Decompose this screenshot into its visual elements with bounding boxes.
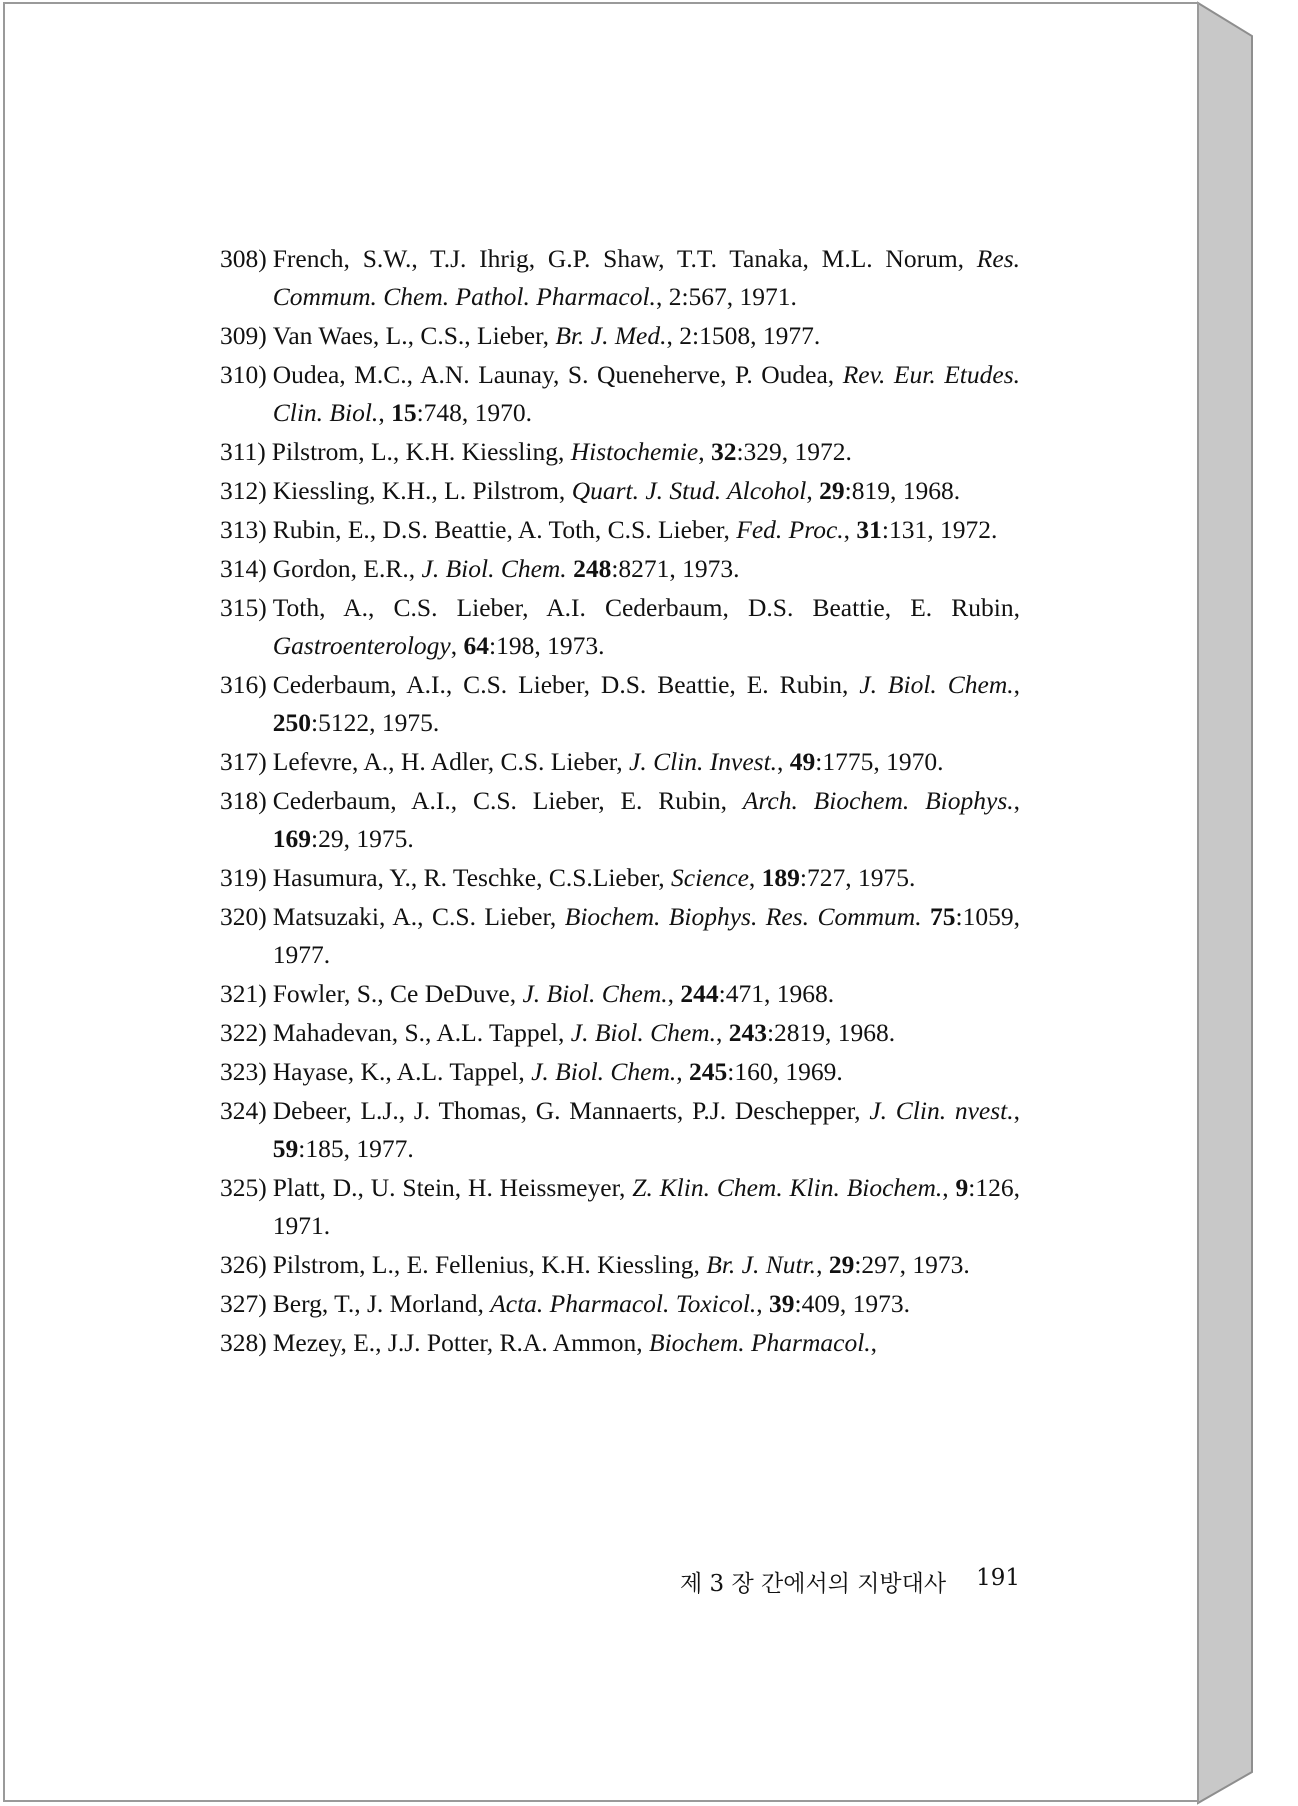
volume-number: 59 — [272, 1134, 299, 1163]
reference-number: 327) — [220, 1289, 267, 1318]
reference-text — [267, 1169, 1020, 1245]
citation-text: Debeer, L.J., J. Thomas, G. Mannaerts, P.J. Deschepper, — [272, 1096, 870, 1125]
reference-number: 328) — [220, 1328, 267, 1357]
reference-list — [220, 240, 1020, 1363]
journal-title: Histochemie — [570, 437, 699, 466]
journal-title: Z. Klin. Chem. Klin. Biochem. — [632, 1173, 943, 1202]
citation-text: , — [756, 1289, 770, 1318]
chapter-title: 제 3 장 간에서의 지방대사 — [680, 1571, 947, 1597]
citation-text: Oudea, M.C., A.N. Launay, S. Queneherve, P. Oudea, — [272, 360, 843, 389]
citation-text: , 2:567, 1971. — [655, 282, 797, 311]
citation-text: :5122, 1975. — [311, 708, 440, 737]
journal-title: Res. Commum. Chem. Pathol. Pharmacol. — [272, 244, 1020, 311]
citation-text: , — [816, 1250, 829, 1279]
reference-number: 308) — [220, 244, 267, 273]
volume-number: 32 — [710, 437, 737, 466]
citation-text: Platt, D., U. Stein, H. Heissmeyer, — [272, 1173, 633, 1202]
citation-text: Cederbaum, A.I., C.S. Lieber, D.S. Beattie, E. Rubin, — [272, 670, 860, 699]
reference-entry — [220, 550, 1020, 588]
citation-text: , — [715, 1018, 729, 1047]
citation-text: , — [843, 515, 857, 544]
citation-text: Gordon, E.R., — [272, 554, 422, 583]
volume-number: 39 — [769, 1289, 795, 1318]
citation-text: Berg, T., J. Morland, — [272, 1289, 491, 1318]
citation-text: :126, 1971. — [272, 1173, 1020, 1240]
reference-entry — [220, 511, 1020, 549]
reference-number: 323) — [220, 1057, 267, 1086]
citation-text: , — [806, 476, 820, 505]
reference-entry — [220, 1169, 1020, 1245]
journal-title: Br. J. Med. — [555, 321, 667, 350]
reference-text — [267, 1324, 1020, 1362]
volume-number: 245 — [689, 1057, 728, 1086]
volume-number: 248 — [573, 554, 612, 583]
citation-text: Hasumura, Y., R. Teschke, C.S.Lieber, — [272, 863, 672, 892]
reference-entry — [220, 240, 1020, 316]
reference-entry — [220, 317, 1020, 355]
reference-number: 314) — [220, 554, 267, 583]
volume-number: 29 — [819, 476, 845, 505]
citation-text: :1775, 1970. — [815, 747, 944, 776]
citation-text: :819, 1968. — [844, 476, 961, 505]
citation-text: Toth, A., C.S. Lieber, A.I. Cederbaum, D.S. Beattie, E. Rubin, — [272, 593, 1020, 622]
volume-number: 31 — [856, 515, 882, 544]
reference-entry — [220, 433, 1020, 471]
reference-entry — [220, 1324, 1020, 1362]
citation-text: Lefevre, A., H. Adler, C.S. Lieber, — [272, 747, 630, 776]
citation-text: Hayase, K., A.L. Tappel, — [272, 1057, 532, 1086]
citation-text: , — [1013, 1096, 1020, 1125]
volume-number: 244 — [680, 979, 719, 1008]
citation-text: Matsuzaki, A., C.S. Lieber, — [272, 902, 565, 931]
reference-entry — [220, 898, 1020, 974]
reference-entry — [220, 743, 1020, 781]
journal-title: Gastroenterology — [272, 631, 451, 660]
reference-text — [267, 975, 1020, 1013]
reference-entry — [220, 589, 1020, 665]
reference-text — [267, 589, 1020, 665]
reference-number: 315) — [220, 593, 267, 622]
volume-number: 243 — [728, 1018, 767, 1047]
citation-text: Pilstrom, L., K.H. Kiessling, — [271, 437, 571, 466]
reference-entry — [220, 356, 1020, 432]
page-number: 191 — [976, 1565, 1020, 1591]
citation-text: :160, 1969. — [727, 1057, 843, 1086]
reference-text — [267, 1246, 1020, 1284]
volume-number: 169 — [272, 824, 311, 853]
reference-number: 317) — [220, 747, 267, 776]
reference-text — [267, 356, 1020, 432]
volume-number: 189 — [761, 863, 800, 892]
reference-number: 324) — [220, 1096, 267, 1125]
volume-number: 49 — [789, 747, 816, 776]
citation-text: , — [698, 437, 711, 466]
reference-text — [267, 1285, 1020, 1323]
citation-text: Rubin, E., D.S. Beattie, A. Toth, C.S. Lieber, — [272, 515, 737, 544]
citation-text: Cederbaum, A.I., C.S. Lieber, E. Rubin, — [272, 786, 743, 815]
reference-text — [267, 859, 1020, 897]
reference-text — [267, 743, 1020, 781]
journal-title: J. Biol. Chem. — [522, 979, 668, 1008]
reference-entry — [220, 1014, 1020, 1052]
journal-title: Acta. Pharmacol. Toxicol. — [490, 1289, 757, 1318]
journal-title: Quart. J. Stud. Alcohol — [571, 476, 807, 505]
reference-number: 311) — [220, 437, 266, 466]
reference-text — [267, 898, 1020, 974]
reference-number: 321) — [220, 979, 267, 1008]
citation-text: :185, 1977. — [298, 1134, 414, 1163]
reference-text — [267, 472, 1020, 510]
citation-text: :727, 1975. — [799, 863, 916, 892]
citation-text: :1059, 1977. — [272, 902, 1021, 969]
reference-number: 318) — [220, 786, 267, 815]
citation-text: , — [1013, 786, 1020, 815]
reference-entry — [220, 859, 1020, 897]
journal-title: J. Biol. Chem. — [531, 1057, 677, 1086]
reference-entry — [220, 1053, 1020, 1091]
citation-text: , — [942, 1173, 956, 1202]
citation-text: :471, 1968. — [718, 979, 835, 1008]
citation-text: :409, 1973. — [794, 1289, 910, 1318]
reference-entry — [220, 472, 1020, 510]
reference-text — [267, 550, 1020, 588]
reference-text — [267, 1014, 1020, 1052]
citation-text: , — [748, 863, 762, 892]
page-footer — [620, 1565, 1020, 1598]
journal-title: J. Clin. nvest. — [869, 1096, 1014, 1125]
journal-title: Arch. Biochem. Biophys. — [742, 786, 1014, 815]
journal-title: Biochem. Biophys. Res. Commum. — [564, 902, 922, 931]
citation-text: :198, 1973. — [489, 631, 605, 660]
citation-text: :29, 1975. — [311, 824, 414, 853]
citation-text: Kiessling, K.H., L. Pilstrom, — [272, 476, 572, 505]
volume-number: 64 — [463, 631, 490, 660]
reference-entry — [220, 1246, 1020, 1284]
journal-title: Biochem. Pharmacol. — [649, 1328, 871, 1357]
citation-text: :131, 1972. — [881, 515, 998, 544]
journal-title: J. Biol. Chem. — [570, 1018, 716, 1047]
journal-title: Br. J. Nutr. — [706, 1250, 817, 1279]
citation-text: , — [676, 1057, 690, 1086]
reference-number: 310) — [220, 360, 267, 389]
citation-text: , 2:1508, 1977. — [666, 321, 821, 350]
citation-text: , — [667, 979, 681, 1008]
journal-title: J. Clin. Invest. — [629, 747, 778, 776]
reference-number: 316) — [220, 670, 267, 699]
reference-number: 319) — [220, 863, 267, 892]
citation-text: , — [777, 747, 790, 776]
volume-number: 9 — [955, 1173, 969, 1202]
journal-title: J. Biol. Chem. — [859, 670, 1014, 699]
reference-number: 309) — [220, 321, 267, 350]
reference-entry — [220, 782, 1020, 858]
journal-title: Fed. Proc. — [736, 515, 844, 544]
citation-text: French, S.W., T.J. Ihrig, G.P. Shaw, T.T. Tanaka, M.L. Norum, — [272, 244, 977, 273]
citation-text: Mezey, E., J.J. Potter, R.A. Ammon, — [272, 1328, 650, 1357]
citation-text: :2819, 1968. — [766, 1018, 896, 1047]
citation-text: , — [378, 398, 392, 427]
reference-text — [266, 433, 1020, 471]
reference-text — [267, 511, 1020, 549]
citation-text: , — [1013, 670, 1020, 699]
reference-entry — [220, 975, 1020, 1013]
citation-text: , — [450, 631, 464, 660]
citation-text: :8271, 1973. — [611, 554, 740, 583]
journal-title: J. Biol. Chem. — [421, 554, 567, 583]
volume-number: 29 — [828, 1250, 855, 1279]
citation-text: Van Waes, L., C.S., Lieber, — [272, 321, 556, 350]
reference-number: 313) — [220, 515, 267, 544]
citation-text: :748, 1970. — [416, 398, 533, 427]
journal-title: Rev. Eur. Etudes. Clin. Biol. — [272, 360, 1020, 427]
reference-text — [267, 1092, 1020, 1168]
citation-text: :329, 1972. — [736, 437, 852, 466]
volume-number: 15 — [391, 398, 417, 427]
reference-entry — [220, 1285, 1020, 1323]
volume-number: 250 — [272, 708, 311, 737]
volume-number: 75 — [930, 902, 956, 931]
reference-entry — [220, 666, 1020, 742]
reference-text — [267, 666, 1020, 742]
citation-text — [922, 902, 930, 931]
reference-number: 320) — [220, 902, 267, 931]
reference-number: 326) — [220, 1250, 267, 1279]
reference-number: 322) — [220, 1018, 267, 1047]
reference-number: 325) — [220, 1173, 267, 1202]
reference-text — [267, 317, 1020, 355]
reference-number: 312) — [220, 476, 267, 505]
citation-text: Mahadevan, S., A.L. Tappel, — [272, 1018, 571, 1047]
citation-text: , — [870, 1328, 878, 1357]
reference-text — [267, 240, 1020, 316]
journal-title: Science — [671, 863, 749, 892]
reference-text — [267, 782, 1020, 858]
citation-text: :297, 1973. — [854, 1250, 970, 1279]
reference-text — [267, 1053, 1020, 1091]
citation-text: Pilstrom, L., E. Fellenius, K.H. Kiessling, — [272, 1250, 707, 1279]
citation-text: Fowler, S., Ce DeDuve, — [272, 979, 523, 1008]
reference-entry — [220, 1092, 1020, 1168]
